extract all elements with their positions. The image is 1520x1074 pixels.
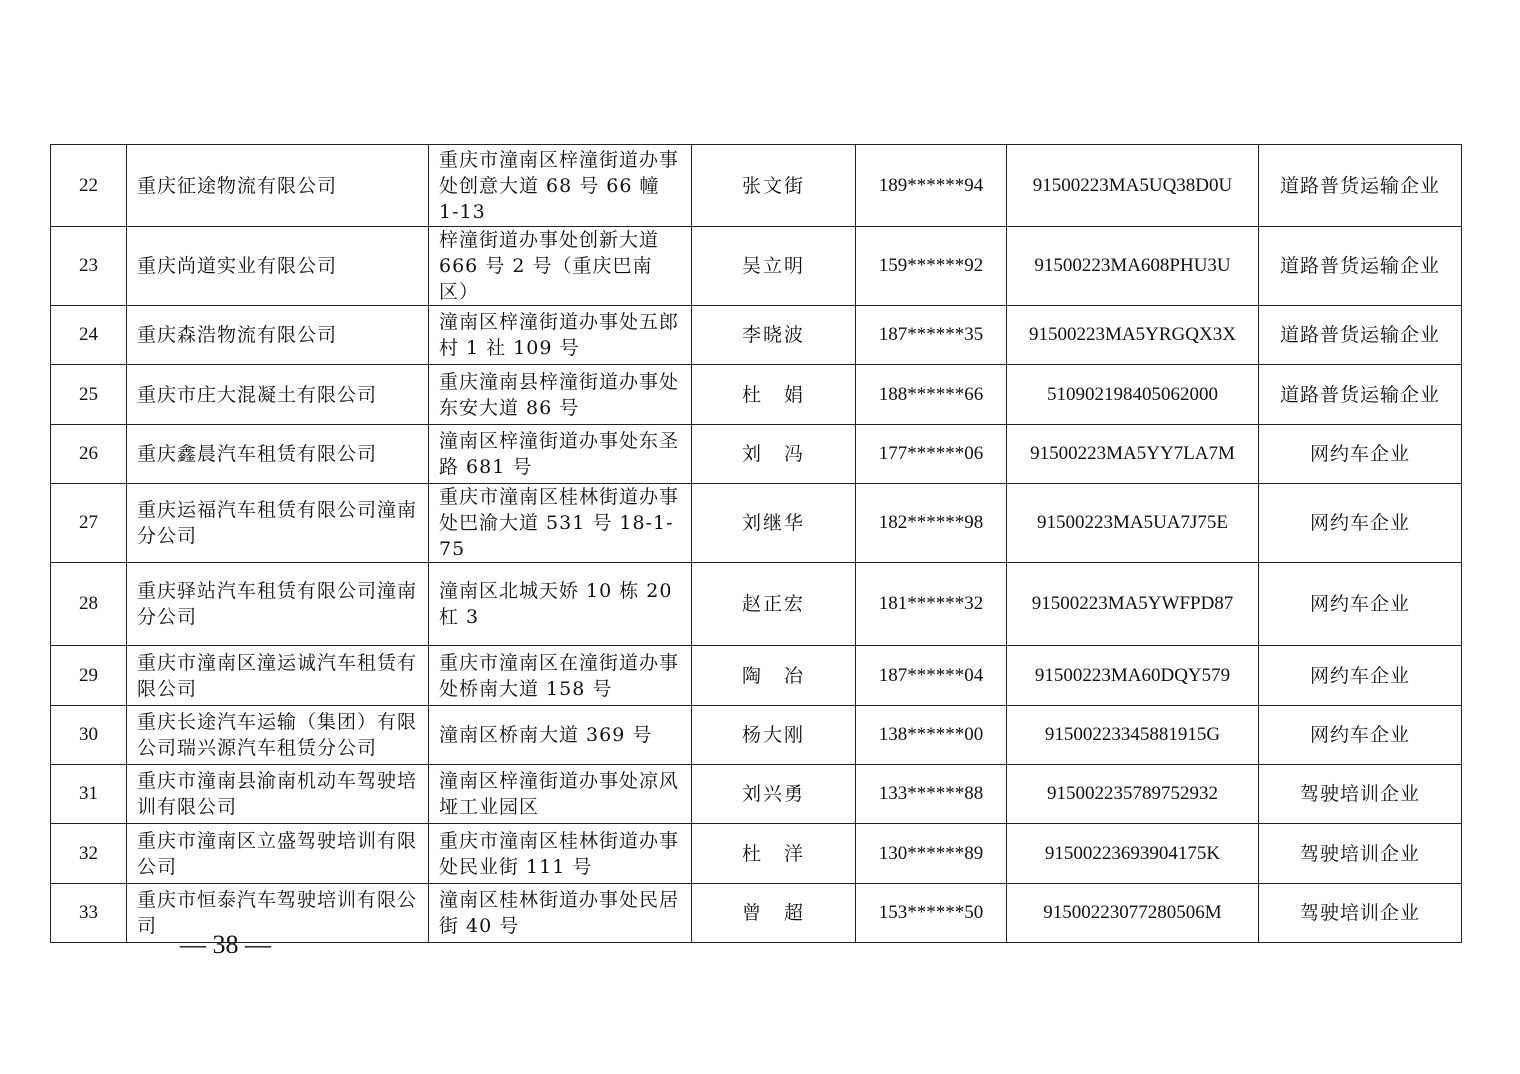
contact-phone: 187******04 <box>856 646 1007 706</box>
row-number: 25 <box>51 365 127 425</box>
credit-code: 91500223MA5UQ38D0U <box>1007 145 1259 227</box>
contact-phone: 189******94 <box>856 145 1007 227</box>
row-number: 24 <box>51 306 127 365</box>
company-address: 重庆市潼南区桂林街道办事处民业街 111 号 <box>429 824 692 884</box>
page-number: — 38 — <box>180 930 271 959</box>
enterprise-type: 驾驶培训企业 <box>1259 824 1462 884</box>
table-row <box>51 706 1462 765</box>
table-row <box>51 425 1462 484</box>
company-name: 重庆市恒泰汽车驾驶培训有限公司 <box>127 884 429 943</box>
company-address: 潼南区梓潼街道办事处东圣路 681 号 <box>429 425 692 484</box>
contact-phone: 130******89 <box>856 824 1007 884</box>
table-row <box>51 765 1462 824</box>
enterprise-type: 驾驶培训企业 <box>1259 884 1462 943</box>
credit-code: 91500223MA608PHU3U <box>1007 227 1259 306</box>
table-row <box>51 646 1462 706</box>
row-number: 33 <box>51 884 127 943</box>
credit-code: 91500223MA5YY7LA7M <box>1007 425 1259 484</box>
enterprise-type: 网约车企业 <box>1259 646 1462 706</box>
company-address: 潼南区梓潼街道办事处凉风垭工业园区 <box>429 765 692 824</box>
table-row <box>51 227 1462 306</box>
company-name: 重庆驿站汽车租赁有限公司潼南分公司 <box>127 563 429 646</box>
credit-code: 510902198405062000 <box>1007 365 1259 425</box>
row-number: 29 <box>51 646 127 706</box>
contact-person: 张文街 <box>692 145 856 227</box>
credit-code: 91500223MA5UA7J75E <box>1007 484 1259 563</box>
table-body <box>51 145 1462 943</box>
enterprise-type: 道路普货运输企业 <box>1259 227 1462 306</box>
contact-person: 刘继华 <box>692 484 856 563</box>
contact-person: 吴立明 <box>692 227 856 306</box>
contact-phone: 153******50 <box>856 884 1007 943</box>
row-number: 32 <box>51 824 127 884</box>
credit-code: 91500223MA5YWFPD87 <box>1007 563 1259 646</box>
company-name: 重庆运福汽车租赁有限公司潼南分公司 <box>127 484 429 563</box>
row-number: 31 <box>51 765 127 824</box>
contact-phone: 133******88 <box>856 765 1007 824</box>
row-number: 28 <box>51 563 127 646</box>
enterprise-type: 网约车企业 <box>1259 484 1462 563</box>
contact-person: 刘兴勇 <box>692 765 856 824</box>
contact-phone: 187******35 <box>856 306 1007 365</box>
contact-person: 赵正宏 <box>692 563 856 646</box>
credit-code: 91500223345881915G <box>1007 706 1259 765</box>
contact-phone: 177******06 <box>856 425 1007 484</box>
contact-person: 杨大刚 <box>692 706 856 765</box>
company-address: 重庆市潼南区桂林街道办事处巴渝大道 531 号 18-1-75 <box>429 484 692 563</box>
credit-code: 91500223693904175K <box>1007 824 1259 884</box>
company-name: 重庆征途物流有限公司 <box>127 145 429 227</box>
table-row <box>51 563 1462 646</box>
company-name: 重庆长途汽车运输（集团）有限公司瑞兴源汽车租赁分公司 <box>127 706 429 765</box>
contact-phone: 138******00 <box>856 706 1007 765</box>
contact-phone: 159******92 <box>856 227 1007 306</box>
company-address: 重庆潼南县梓潼街道办事处东安大道 86 号 <box>429 365 692 425</box>
contact-person: 刘 冯 <box>692 425 856 484</box>
credit-code: 91500223077280506M <box>1007 884 1259 943</box>
company-address: 潼南区北城天娇 10 栋 20 杠 3 <box>429 563 692 646</box>
row-number: 26 <box>51 425 127 484</box>
contact-phone: 182******98 <box>856 484 1007 563</box>
company-name: 重庆森浩物流有限公司 <box>127 306 429 365</box>
company-address: 重庆市潼南区梓潼街道办事处创意大道 68 号 66 幢 1-13 <box>429 145 692 227</box>
enterprise-type: 道路普货运输企业 <box>1259 306 1462 365</box>
enterprise-type: 道路普货运输企业 <box>1259 145 1462 227</box>
company-name: 重庆市庄大混凝土有限公司 <box>127 365 429 425</box>
credit-code: 91500223MA60DQY579 <box>1007 646 1259 706</box>
enterprise-type: 道路普货运输企业 <box>1259 365 1462 425</box>
company-address: 潼南区梓潼街道办事处五郎村 1 社 109 号 <box>429 306 692 365</box>
row-number: 22 <box>51 145 127 227</box>
row-number: 30 <box>51 706 127 765</box>
enterprise-type: 网约车企业 <box>1259 425 1462 484</box>
credit-code: 91500223MA5YRGQX3X <box>1007 306 1259 365</box>
company-name: 重庆市潼南县渝南机动车驾驶培训有限公司 <box>127 765 429 824</box>
company-name: 重庆市潼南区立盛驾驶培训有限公司 <box>127 824 429 884</box>
contact-person: 李晓波 <box>692 306 856 365</box>
enterprise-table <box>50 144 1462 943</box>
contact-person: 曾 超 <box>692 884 856 943</box>
table-row <box>51 484 1462 563</box>
row-number: 23 <box>51 227 127 306</box>
contact-phone: 181******32 <box>856 563 1007 646</box>
table-row <box>51 306 1462 365</box>
company-address: 重庆市潼南区在潼街道办事处桥南大道 158 号 <box>429 646 692 706</box>
credit-code: 915002235789752932 <box>1007 765 1259 824</box>
table-row <box>51 824 1462 884</box>
enterprise-type: 网约车企业 <box>1259 563 1462 646</box>
contact-person: 陶 冶 <box>692 646 856 706</box>
contact-person: 杜 娟 <box>692 365 856 425</box>
contact-person: 杜 洋 <box>692 824 856 884</box>
company-address: 潼南区桂林街道办事处民居街 40 号 <box>429 884 692 943</box>
company-address: 潼南区桥南大道 369 号 <box>429 706 692 765</box>
company-name: 重庆市潼南区潼运诚汽车租赁有限公司 <box>127 646 429 706</box>
table-row <box>51 145 1462 227</box>
company-address: 梓潼街道办事处创新大道 666 号 2 号（重庆巴南区） <box>429 227 692 306</box>
row-number: 27 <box>51 484 127 563</box>
company-name: 重庆尚道实业有限公司 <box>127 227 429 306</box>
contact-phone: 188******66 <box>856 365 1007 425</box>
enterprise-type: 驾驶培训企业 <box>1259 765 1462 824</box>
company-name: 重庆鑫晨汽车租赁有限公司 <box>127 425 429 484</box>
enterprise-type: 网约车企业 <box>1259 706 1462 765</box>
table-row <box>51 365 1462 425</box>
